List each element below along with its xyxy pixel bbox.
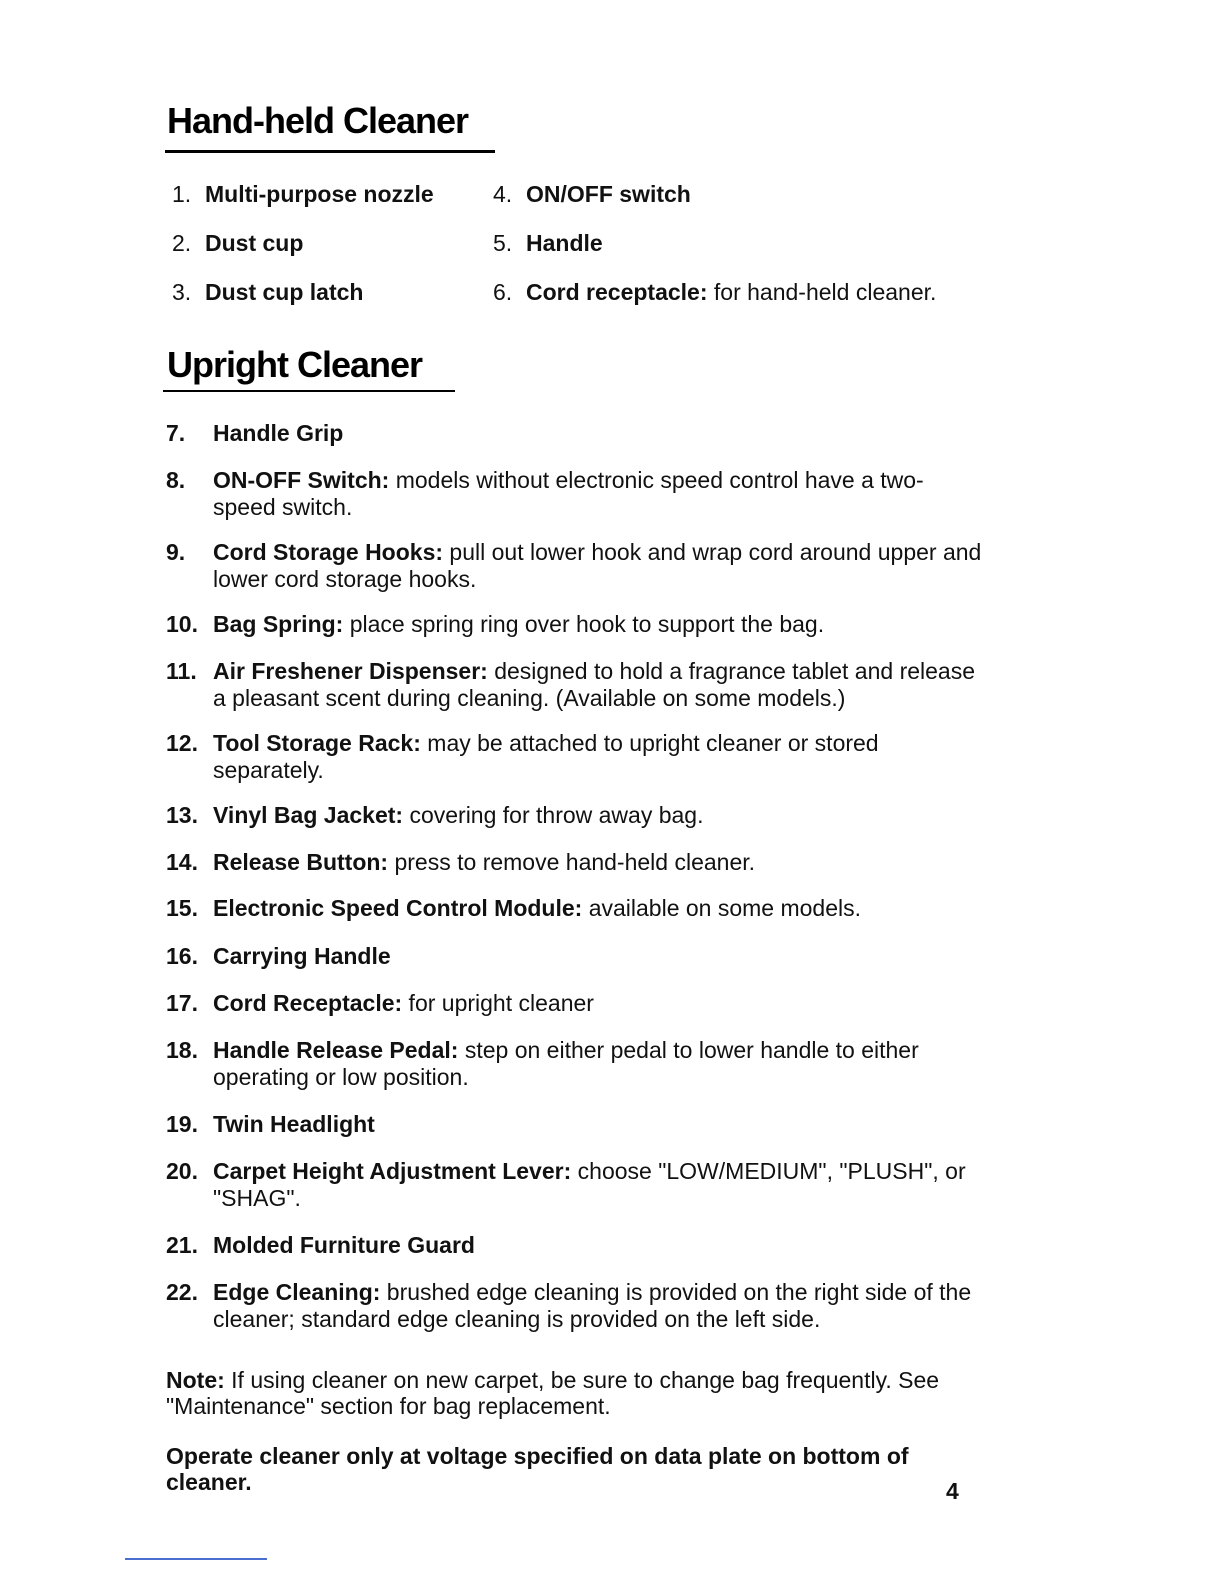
note-text: If using cleaner on new carpet, be sure to change bag frequently. See "Maintenance" section for bag replacement. [166, 1367, 940, 1419]
item-label: Electronic Speed Control Module: [213, 895, 583, 921]
item-label: Tool Storage Rack: [213, 730, 421, 756]
item-number: 21. [166, 1232, 198, 1258]
item-number: 10. [166, 611, 198, 637]
item-number: 7. [166, 420, 186, 446]
item-label: Handle Grip [213, 420, 344, 446]
list-item [166, 467, 986, 521]
hand-held-item [172, 229, 303, 257]
list-item [166, 895, 986, 922]
list-item [166, 1279, 986, 1333]
item-label: Edge Cleaning: [213, 1279, 381, 1305]
item-number: 15. [166, 895, 198, 921]
list-item [166, 1111, 986, 1138]
list-item [166, 990, 986, 1017]
hand-held-item [172, 278, 363, 306]
item-label: ON-OFF Switch: [213, 467, 390, 493]
item-description: pull out lower hook and wrap cord around upper and lower cord storage hooks. [213, 539, 982, 592]
item-label: Air Freshener Dispenser: [213, 658, 488, 684]
list-item [166, 802, 986, 829]
voltage-warning: Operate cleaner only at voltage specified on data plate on bottom of cleaner. [166, 1443, 909, 1495]
item-description: choose "LOW/MEDIUM", "PLUSH", or "SHAG". [213, 1158, 966, 1211]
item-label: Cord Receptacle: [213, 990, 403, 1016]
upright-parts-list [166, 420, 986, 1333]
upright-cleaner-heading: Upright Cleaner [167, 344, 423, 385]
item-number: 19. [166, 1111, 198, 1137]
hand-held-cleaner-heading: Hand-held Cleaner [167, 100, 469, 141]
item-number: 5. [493, 230, 513, 256]
note-paragraph [166, 1367, 976, 1419]
item-description: for upright cleaner [402, 990, 594, 1016]
item-number: 1. [172, 181, 192, 207]
item-number: 6. [493, 279, 513, 305]
hand-held-heading-underline [165, 150, 495, 153]
item-label: ON/OFF switch [526, 181, 691, 207]
item-description: covering for throw away bag. [403, 802, 704, 828]
item-label: Release Button: [213, 849, 389, 875]
list-item [166, 1037, 986, 1091]
item-description: may be attached to upright cleaner or stored separately. [213, 730, 879, 783]
upright-heading-underline [163, 390, 455, 392]
note-label: Note: [166, 1367, 225, 1393]
item-number: 9. [166, 539, 186, 565]
list-item [166, 849, 986, 876]
list-item [166, 1158, 986, 1212]
list-item [166, 1232, 986, 1259]
item-label: Carrying Handle [213, 943, 391, 969]
item-description: for hand-held cleaner. [707, 279, 937, 305]
item-number: 12. [166, 730, 198, 756]
item-number: 4. [493, 181, 513, 207]
item-label: Handle [526, 230, 603, 256]
item-number: 3. [172, 279, 192, 305]
item-number: 2. [172, 230, 192, 256]
item-label: Cord receptacle: [526, 279, 708, 305]
hand-held-item [493, 229, 603, 257]
item-label: Dust cup latch [205, 279, 364, 305]
item-number: 13. [166, 802, 198, 828]
item-label: Cord Storage Hooks: [213, 539, 444, 565]
item-number: 17. [166, 990, 198, 1016]
item-number: 16. [166, 943, 198, 969]
item-number: 8. [166, 467, 186, 493]
item-number: 22. [166, 1279, 198, 1305]
item-description: brushed edge cleaning is provided on the right side of the cleaner; standard edge cleaning is provided on the left side. [213, 1279, 972, 1332]
item-label: Vinyl Bag Jacket: [213, 802, 404, 828]
list-item [166, 539, 986, 593]
item-label: Dust cup [205, 230, 304, 256]
hand-held-item [493, 180, 691, 208]
list-item [166, 730, 986, 784]
hand-held-item [493, 278, 936, 306]
item-label: Twin Headlight [213, 1111, 375, 1137]
item-label: Handle Release Pedal: [213, 1037, 459, 1063]
item-number: 14. [166, 849, 198, 875]
item-label: Bag Spring: [213, 611, 344, 637]
item-description: step on either pedal to lower handle to either operating or low position. [213, 1037, 919, 1090]
item-label: Carpet Height Adjustment Lever: [213, 1158, 572, 1184]
page-number: 4 [946, 1478, 959, 1504]
item-description: designed to hold a fragrance tablet and release a pleasant scent during cleaning. (Available on some models.) [213, 658, 976, 711]
footer-divider [125, 1558, 267, 1560]
hand-held-item [172, 180, 434, 208]
item-description: place spring ring over hook to support the bag. [343, 611, 825, 637]
item-description: press to remove hand-held cleaner. [388, 849, 756, 875]
item-number: 20. [166, 1158, 198, 1184]
item-label: Molded Furniture Guard [213, 1232, 475, 1258]
list-item [166, 943, 986, 970]
item-description: available on some models. [582, 895, 862, 921]
list-item [166, 658, 986, 712]
item-description: models without electronic speed control have a two-speed switch. [213, 467, 924, 520]
item-number: 11. [166, 658, 197, 684]
item-number: 18. [166, 1037, 198, 1063]
list-item [166, 611, 986, 638]
list-item [166, 420, 986, 447]
item-label: Multi-purpose nozzle [205, 181, 434, 207]
